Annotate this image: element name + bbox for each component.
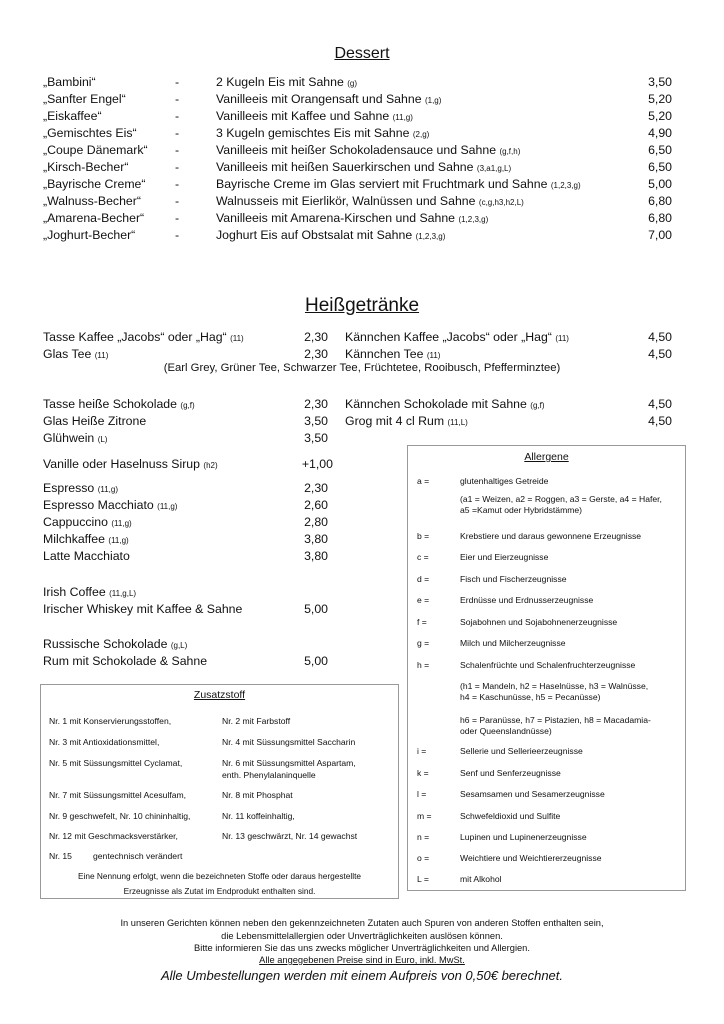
item-description [216,142,612,160]
allergen-key [417,681,460,703]
dessert-item [43,193,672,210]
additive-entry: Nr. 13 geschwärzt, Nr. 14 gewachst [222,831,358,841]
allergen-item [417,681,648,703]
allergen-codes: (11,g) [111,519,132,528]
allergen-codes: (11,g,L) [109,589,137,598]
item-description [216,91,612,109]
separator: - [175,143,180,157]
allergen-codes: (h2) [203,461,218,470]
allergen-key: o = [417,853,430,863]
item-name: „Bambini“ [43,75,96,89]
allergen-desc [460,638,566,649]
additive-entry: Nr. 6 mit Süssungsmittel Aspartam, [222,758,356,768]
allergen-desc [460,811,560,822]
drink-price: 3,50 [304,431,328,445]
zusatz-note-1: Eine Nennung erfolgt, wenn die bezeichneten Stoffe oder daraus hergestellte [77,871,362,881]
allergen-item [417,789,605,800]
drink-name: Espresso Macchiato [43,498,154,512]
item-price: 5,20 [648,109,672,123]
allergen-key: k = [417,768,429,778]
allergen-item [417,715,651,737]
zusatzstoff-box [40,684,399,899]
allergen-key: e = [417,595,430,605]
drink-name: Kännchen Kaffee „Jacobs“ oder „Hag“ [345,330,552,344]
drink-item [345,396,672,413]
drink-name: Kännchen Schokolade mit Sahne [345,397,527,411]
additive-entry: Nr. 9 geschwefelt, Nr. 10 chininhaltig, [49,811,191,821]
allergen-codes: (g,f,h) [499,147,521,156]
hot-drinks-title: Heißgetränke [304,295,420,316]
allergen-item [417,574,567,585]
drink-item [43,497,328,514]
drink-price: 4,50 [648,397,672,411]
allergen-text-cont: oder Queenslandnüsse) [460,726,552,736]
description-text: Vanilleeis mit Amarena-Kirschen und Sahne [216,211,456,225]
allergen-desc [460,789,605,800]
allergen-item [417,494,662,516]
description-text: Vanilleeis mit Kaffee und Sahne [216,109,390,123]
item-name: „Bayrische Creme“ [43,177,146,191]
allergen-codes: (11) [426,351,441,360]
allergen-codes: (1,2,3,g) [415,232,446,241]
allergen-key [417,494,460,516]
allergen-text: Schwefeldioxid und Sulfite [460,811,561,821]
drink-item [43,396,328,413]
nr15-label: Nr. 15 [49,851,72,861]
additive-entry: enth. Phenylalaninquelle [222,770,316,780]
drink-name: Irischer Whiskey mit Kaffee & Sahne [43,602,243,616]
drink-name-group [43,584,136,601]
allergen-text: Sellerie und Sellerieerzeugnisse [460,746,583,756]
drink-name: Espresso [43,481,95,495]
drink-item [43,653,328,670]
allergen-key [417,715,460,737]
drink-price: +1,00 [301,457,333,471]
allergen-codes: (3,a1,g,L) [476,164,512,173]
separator: - [175,92,180,106]
drink-item [43,413,328,430]
allergen-text: Milch und Milcherzeugnisse [460,638,566,648]
hot-group-coffee-right [345,329,672,363]
additive-entry: Nr. 3 mit Antioxidationsmittel, [49,737,160,747]
drink-name-group [43,430,107,447]
allergen-codes: (g,L) [170,641,188,650]
item-price: 6,50 [648,143,672,157]
allergen-key: g = [417,638,430,648]
drink-price: 4,50 [648,414,672,428]
description-text: 3 Kugeln gemischtes Eis mit Sahne [216,126,410,140]
drink-name-group [345,329,569,346]
allergen-text: (a1 = Weizen, a2 = Roggen, a3 = Gerste, a4 = Hafer, [460,494,662,504]
drink-name: Latte Macchiato [43,549,130,563]
drink-item [43,456,333,473]
allergen-key: i = [417,746,427,756]
allergen-text: Lupinen und Lupinenerzeugnisse [460,832,587,842]
allergen-codes: (1,2,3,g) [550,181,581,190]
item-price: 3,50 [648,75,672,89]
item-description [216,74,612,92]
hot-group-irish [43,584,328,618]
allergen-key: a = [417,476,430,486]
dessert-title: Dessert [334,45,390,62]
item-description [216,193,612,211]
item-description [216,125,612,143]
description-text: Vanilleeis mit heißen Sauerkirschen und Sahne [216,160,474,174]
item-name: „Walnuss-Becher“ [43,194,141,208]
separator: - [175,211,180,225]
drink-item [43,430,328,447]
allergen-codes: (11,g) [97,485,118,494]
allergen-desc [460,874,502,885]
separator: - [175,194,180,208]
allergen-text: Sojabohnen und Sojabohnenerzeugnisse [460,617,618,627]
allergen-codes: (11) [555,334,569,343]
item-price: 6,50 [648,160,672,174]
drink-name-group [43,653,207,670]
drink-name: Tasse heiße Schokolade [43,397,177,411]
dessert-list [43,74,672,244]
hot-group-coffee-left [43,329,328,363]
description-text: Joghurt Eis auf Obstsalat mit Sahne [216,228,413,242]
allergen-desc [460,476,548,487]
allergen-text-cont: h4 = Kaschunüsse, h5 = Pecanüsse) [460,692,601,702]
drink-name: Irish Coffee [43,585,106,599]
allergen-codes: (11,g) [108,536,129,545]
drink-name-group [43,456,218,473]
separator: - [175,75,180,89]
drink-item [43,601,328,618]
drink-name-group [43,497,177,514]
drink-price: 4,50 [648,347,672,361]
allergen-codes: (1,2,3,g) [458,215,489,224]
item-price: 4,90 [648,126,672,140]
allergen-desc [460,853,602,864]
drink-price: 2,60 [304,498,328,512]
allergen-item [417,552,548,563]
allergen-codes: (11,L) [447,418,468,427]
drink-price: 5,00 [304,654,328,668]
drink-name-group [43,396,195,413]
allergen-item [417,660,635,671]
allergen-desc [460,660,635,671]
item-description [216,176,612,194]
additive-entry: Nr. 1 mit Konservierungsstoffen, [49,716,172,726]
footer-line-3: Bitte informieren Sie das uns zwecks möglicher Unverträglichkeiten und Allergien. [194,943,530,953]
additive-entry: Nr. 4 mit Süssungsmittel Saccharin [222,737,356,747]
hot-group-espresso [43,480,328,565]
dessert-item [43,108,672,125]
drink-price: 5,00 [304,602,328,616]
zusatzstoff-title: Zusatzstoff [193,689,246,701]
drink-name: Tasse Kaffee „Jacobs“ oder „Hag“ [43,330,227,344]
dessert-item [43,74,672,91]
allergen-item [417,746,583,757]
drink-name-group [43,636,187,653]
item-price: 7,00 [648,228,672,242]
allergen-text: Krebstiere und daraus gewonnene Erzeugnisse [460,531,642,541]
allergen-text-cont: a5 =Kamut oder Hybridstämme) [460,505,583,515]
allergen-codes: (c,g,h3,h2,L) [478,198,524,207]
allergene-title: Allergene [524,451,569,463]
allergen-text: (h1 = Mandeln, h2 = Haselnüsse, h3 = Walnüsse, [460,681,649,691]
allergen-codes: (g) [347,79,358,88]
allergen-key: L = [417,874,429,884]
drink-item [43,636,328,653]
footer-surcharge-note: Alle Umbestellungen werden mit einem Aufpreis von 0,50€ berechnet. [160,968,564,983]
allergen-item [417,595,593,606]
allergen-desc [460,715,651,737]
separator: - [175,177,180,191]
drink-price: 3,80 [304,549,328,563]
drink-item [43,514,328,531]
drink-name-group [43,329,244,346]
drink-name-group [43,480,118,497]
allergen-item [417,853,602,864]
allergen-codes: (11,g) [392,113,413,122]
drink-item [345,413,672,430]
item-description [216,159,612,177]
allergen-key: c = [417,552,429,562]
allergen-codes: (1,g) [424,96,442,105]
drink-name: Glas Heiße Zitrone [43,414,147,428]
drink-price: 2,30 [304,481,328,495]
description-text: Vanilleeis mit Orangensaft und Sahne [216,92,422,106]
drink-price: 2,30 [304,330,328,344]
allergen-text: h6 = Paranüsse, h7 = Pistazien, h8 = Macadamia- [460,715,651,725]
allergen-key: n = [417,832,430,842]
item-price: 6,80 [648,211,672,225]
additive-entry: Nr. 2 mit Farbstoff [222,716,291,726]
drink-price: 3,80 [304,532,328,546]
item-description [216,227,612,245]
separator: - [175,126,180,140]
allergen-codes: (11) [94,351,109,360]
drink-item [43,531,328,548]
drink-price: 4,50 [648,330,672,344]
drink-name: Rum mit Schokolade & Sahne [43,654,208,668]
dessert-item [43,91,672,108]
hot-group-chocolate-left [43,396,328,447]
allergen-desc [460,552,548,563]
sirup-row [43,456,333,473]
drink-price: 2,30 [304,347,328,361]
allergen-key: f = [417,617,427,627]
allergen-key: d = [417,574,430,584]
drink-name: Glühwein [43,431,95,445]
drink-item [43,480,328,497]
footer-line-2: die Lebensmittelallergien oder Unverträglichkeiten auslösen können. [221,931,503,941]
drink-item [345,346,672,363]
allergen-desc [460,617,617,628]
allergen-desc [460,494,662,516]
description-text: Vanilleeis mit heißer Schokoladensauce und Sahne [216,143,497,157]
drink-name-group [43,346,108,363]
item-name: „Joghurt-Becher“ [43,228,136,242]
allergen-codes: (g,f) [180,401,195,410]
allergen-key: l = [417,789,427,799]
item-name: „Gemischtes Eis“ [43,126,137,140]
allergen-item [417,531,641,542]
item-name: „Eiskaffee“ [43,109,102,123]
drink-name-group [43,601,242,618]
allergen-desc [460,768,561,779]
dessert-item [43,227,672,244]
drink-name: Glas Tee [43,347,92,361]
drink-name: Grog mit 4 cl Rum [345,414,445,428]
drink-item [43,584,328,601]
drink-name-group [43,413,146,430]
description-text: Walnusseis mit Eierlikör, Walnüssen und Sahne [216,194,476,208]
allergen-item [417,476,548,487]
additive-entry: Nr. 12 mit Geschmacksverstärker, [49,831,178,841]
additive-entry: Nr. 7 mit Süssungsmittel Acesulfam, [49,790,187,800]
additive-entry: Nr. 11 koffeinhaltig, [222,811,295,821]
dessert-item [43,176,672,193]
description-text: 2 Kugeln Eis mit Sahne [216,75,344,89]
drink-price: 2,80 [304,515,328,529]
allergen-key: h = [417,660,430,670]
item-description [216,210,612,228]
allergen-desc [460,681,648,703]
drink-name-group [43,531,129,548]
allergen-text: Eier und Eierzeugnisse [460,552,549,562]
allergen-desc [460,574,567,585]
allergen-text: Senf und Senferzeugnisse [460,768,561,778]
item-name: „Coupe Dänemark“ [43,143,148,157]
item-price: 5,00 [648,177,672,191]
dessert-item [43,142,672,159]
tea-note: (Earl Grey, Grüner Tee, Schwarzer Tee, Früchtetee, Rooibusch, Pfefferminztee) [163,362,561,374]
allergene-box [407,445,686,891]
item-name: „Sanfter Engel“ [43,92,126,106]
allergen-codes: (11) [230,334,244,343]
separator: - [175,228,180,242]
allergen-item [417,638,566,649]
allergen-codes: (11,g) [157,502,178,511]
drink-name: Kännchen Tee [345,347,424,361]
hot-group-chocolate-right [345,396,672,430]
allergen-text: Erdnüsse und Erdnusserzeugnisse [460,595,594,605]
drink-price: 3,50 [304,414,328,428]
allergen-text: Schalenfrüchte und Schalenfruchterzeugnisse [460,660,636,670]
allergen-key: m = [417,811,432,821]
allergen-desc [460,832,587,843]
allergen-text: glutenhaltiges Getreide [460,476,549,486]
additive-entry: Nr. 5 mit Süssungsmittel Cyclamat, [49,758,183,768]
allergen-item [417,832,587,843]
drink-item [43,548,328,565]
additive-entry: Nr. 8 mit Phosphat [222,790,293,800]
allergen-item [417,768,561,779]
drink-name-group [345,346,440,363]
item-name: „Kirsch-Becher“ [43,160,129,174]
allergen-codes: (L) [97,435,108,444]
drink-name: Vanille oder Haselnuss Sirup [43,457,200,471]
allergen-text: mit Alkohol [460,874,502,884]
allergen-desc [460,595,593,606]
drink-item [43,346,328,363]
nr15-text: gentechnisch verändert [93,851,183,861]
hot-group-russian [43,636,328,670]
item-price: 6,80 [648,194,672,208]
item-name: „Amarena-Becher“ [43,211,145,225]
allergen-item [417,811,560,822]
separator: - [175,160,180,174]
drink-item [345,329,672,346]
drink-name-group [345,396,545,413]
item-price: 5,20 [648,92,672,106]
description-text: Bayrische Creme im Glas serviert mit Fruchtmark und Sahne [216,177,548,191]
drink-name-group [43,514,132,531]
item-description [216,108,612,126]
dessert-item [43,125,672,142]
drink-name: Cappuccino [43,515,108,529]
drink-name: Milchkaffee [43,532,105,546]
zusatz-note-2: Erzeugnisse als Zutat im Endprodukt enthalten sind. [123,886,316,896]
allergen-codes: (g,f) [530,401,545,410]
drink-name-group [43,548,130,565]
footer-prices-note: Alle angegebenen Preise sind in Euro, inkl. MwSt. [259,955,465,965]
allergen-codes: (2,g) [412,130,430,139]
drink-name: Russische Schokolade [43,637,168,651]
allergen-key: b = [417,531,430,541]
allergen-text: Fisch und Fischerzeugnisse [460,574,567,584]
allergen-text: Weichtiere und Weichtiererzeugnisse [460,853,602,863]
dessert-item [43,159,672,176]
allergen-item [417,617,617,628]
allergen-item [417,874,502,885]
allergen-desc [460,531,641,542]
allergen-text: Sesamsamen und Sesamerzeugnisse [460,789,605,799]
dessert-item [43,210,672,227]
drink-name-group [345,413,468,430]
drink-price: 2,30 [304,397,328,411]
allergen-desc [460,746,583,757]
footer-line-1: In unseren Gerichten können neben den gekennzeichneten Zutaten auch Spuren von anderen Stoffen enthalten sein, [120,918,604,928]
separator: - [175,109,180,123]
drink-item [43,329,328,346]
